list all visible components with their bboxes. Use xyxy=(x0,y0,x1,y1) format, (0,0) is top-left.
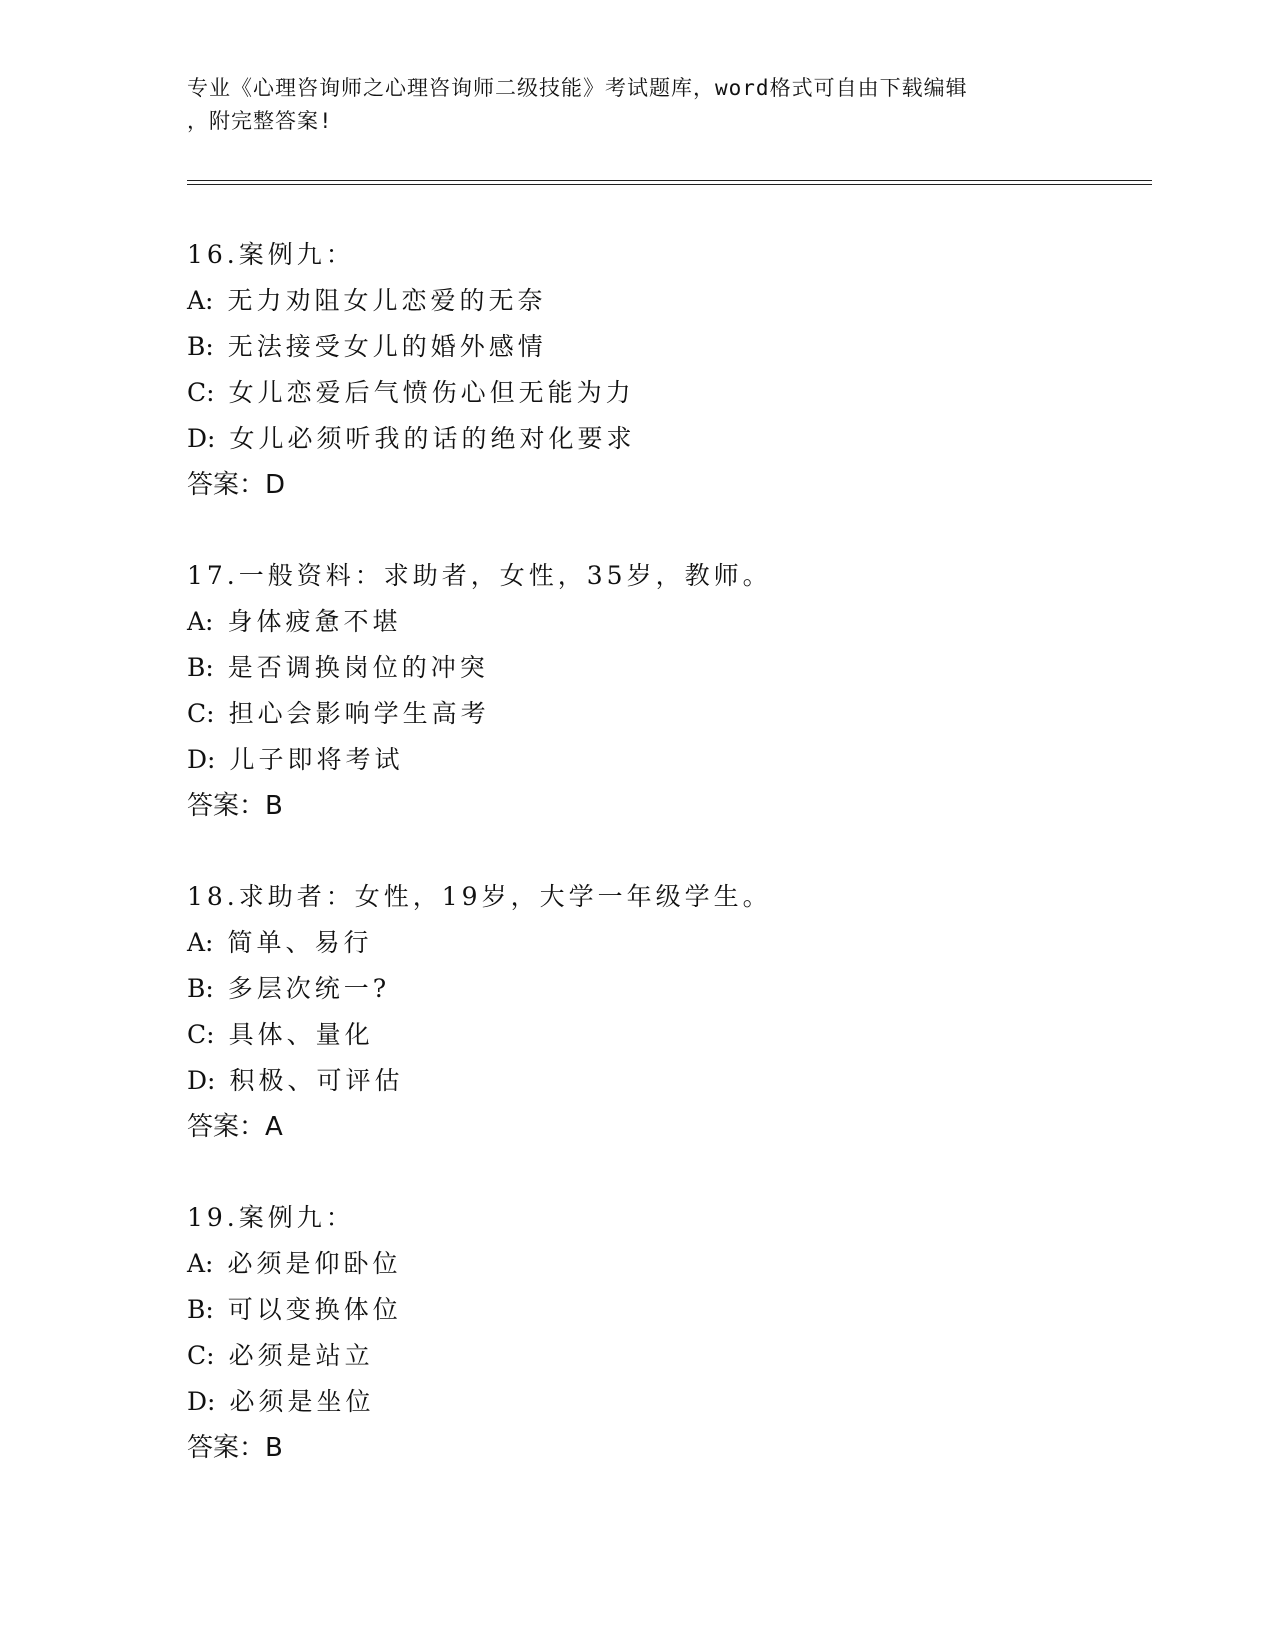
option-a xyxy=(187,278,1147,324)
option-text: 多层次统一? xyxy=(227,974,391,1003)
option-key: A: xyxy=(187,286,214,315)
answer-line: 答案：B xyxy=(187,1433,283,1463)
answer-line: 答案：D xyxy=(187,470,286,500)
option-key: A: xyxy=(187,1249,214,1278)
option-text: 必须是站立 xyxy=(228,1341,374,1370)
question-stem: 16.案例九： xyxy=(187,240,355,269)
question-18 xyxy=(187,874,1147,1150)
option-text: 女儿必须听我的话的绝对化要求 xyxy=(229,424,636,453)
option-text: 具体、量化 xyxy=(228,1020,374,1049)
question-16 xyxy=(187,232,1147,508)
option-d xyxy=(187,1058,1147,1104)
option-key: B: xyxy=(187,332,214,361)
question-17 xyxy=(187,553,1147,829)
option-d xyxy=(187,1379,1147,1425)
option-text: 无力劝阻女儿恋爱的无奈 xyxy=(227,286,547,315)
option-text: 必须是仰卧位 xyxy=(227,1249,402,1278)
option-text: 无法接受女儿的婚外感情 xyxy=(227,332,547,361)
option-text: 积极、可评估 xyxy=(229,1066,404,1095)
header-divider-top xyxy=(187,180,1152,181)
option-key: C: xyxy=(187,378,215,407)
option-c xyxy=(187,1012,1147,1058)
option-a xyxy=(187,920,1147,966)
option-text: 担心会影响学生高考 xyxy=(228,699,490,728)
question-stem: 17.一般资料：求助者，女性，35岁，教师。 xyxy=(187,561,772,590)
answer-line: 答案：A xyxy=(187,1112,283,1142)
option-key: D: xyxy=(187,745,216,774)
option-text: 可以变换体位 xyxy=(227,1295,402,1324)
option-c xyxy=(187,691,1147,737)
option-text: 女儿恋爱后气愤伤心但无能为力 xyxy=(228,378,635,407)
option-key: B: xyxy=(187,1295,214,1324)
document-header xyxy=(187,72,1087,138)
option-key: A: xyxy=(187,928,214,957)
option-key: D: xyxy=(187,424,216,453)
option-key: C: xyxy=(187,1341,215,1370)
option-b xyxy=(187,1287,1147,1333)
question-stem: 18.求助者：女性，19岁，大学一年级学生。 xyxy=(187,882,772,911)
option-text: 是否调换岗位的冲突 xyxy=(227,653,489,682)
question-stem: 19.案例九： xyxy=(187,1203,355,1232)
option-text: 简单、易行 xyxy=(227,928,373,957)
option-key: D: xyxy=(187,1066,216,1095)
option-text: 身体疲惫不堪 xyxy=(227,607,402,636)
option-key: C: xyxy=(187,699,215,728)
option-b xyxy=(187,966,1147,1012)
option-b xyxy=(187,324,1147,370)
option-d xyxy=(187,416,1147,462)
option-a xyxy=(187,1241,1147,1287)
question-19 xyxy=(187,1195,1147,1471)
option-c xyxy=(187,1333,1147,1379)
option-key: C: xyxy=(187,1020,215,1049)
option-c xyxy=(187,370,1147,416)
option-key: A: xyxy=(187,607,214,636)
header-line-2: ，附完整答案! xyxy=(187,109,333,133)
option-text: 儿子即将考试 xyxy=(229,745,404,774)
option-text: 必须是坐位 xyxy=(229,1387,375,1416)
option-b xyxy=(187,645,1147,691)
header-divider-bottom xyxy=(187,184,1152,185)
option-a xyxy=(187,599,1147,645)
option-d xyxy=(187,737,1147,783)
question-list xyxy=(187,232,1147,1516)
header-line-1: 专业《心理咨询师之心理咨询师二级技能》考试题库，word格式可自由下载编辑 xyxy=(187,76,968,100)
option-key: B: xyxy=(187,653,214,682)
option-key: B: xyxy=(187,974,214,1003)
option-key: D: xyxy=(187,1387,216,1416)
answer-line: 答案：B xyxy=(187,791,283,821)
